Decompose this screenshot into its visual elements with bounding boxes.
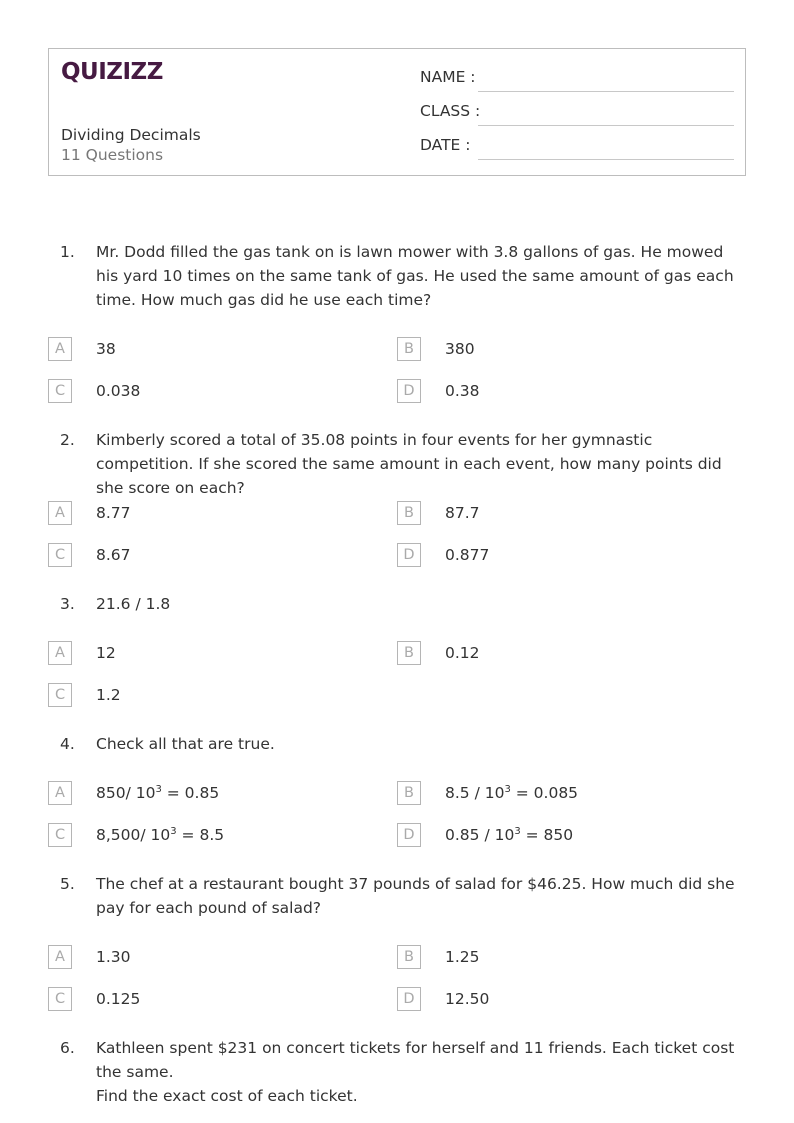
option-b-box[interactable]: B bbox=[397, 641, 421, 665]
option-b-text: 1.25 bbox=[445, 948, 480, 966]
class-label: CLASS : bbox=[420, 102, 481, 120]
option-c-exponent: 3 bbox=[170, 825, 177, 837]
date-field[interactable] bbox=[420, 136, 734, 160]
question-number: 1. bbox=[60, 243, 75, 261]
option-a-text: 8.77 bbox=[96, 504, 131, 522]
option-d-text bbox=[445, 823, 573, 847]
option-a-box[interactable]: A bbox=[48, 501, 72, 525]
question-text: Mr. Dodd filled the gas tank on is lawn mower with 3.8 gallons of gas. He mowed his yard 10 times on the same tank of gas. He used the same amount of gas each time. How much gas did he use each time? bbox=[96, 243, 734, 309]
option-a-base: 850/ 10 bbox=[96, 784, 156, 802]
option-b-text: 380 bbox=[445, 340, 475, 358]
question-count: 11 Questions bbox=[61, 146, 164, 164]
question-text: 21.6 / 1.8 bbox=[96, 595, 171, 613]
option-d-result: = 850 bbox=[520, 826, 574, 844]
option-a-text bbox=[96, 781, 219, 805]
option-c-result: = 8.5 bbox=[176, 826, 225, 844]
option-c-text: 8.67 bbox=[96, 546, 131, 564]
class-line[interactable] bbox=[478, 125, 734, 126]
option-c-text: 0.038 bbox=[96, 382, 141, 400]
worksheet-title: Dividing Decimals bbox=[61, 126, 201, 144]
question-number: 3. bbox=[60, 595, 75, 613]
option-a-box[interactable]: A bbox=[48, 781, 72, 805]
option-b-box[interactable]: B bbox=[397, 337, 421, 361]
option-b-box[interactable]: B bbox=[397, 945, 421, 969]
option-c-text: 1.2 bbox=[96, 686, 121, 704]
date-label: DATE : bbox=[420, 136, 471, 154]
question-number: 6. bbox=[60, 1039, 75, 1057]
quizizz-logo: QUIZIZZ bbox=[61, 59, 163, 85]
option-a-text: 12 bbox=[96, 644, 116, 662]
option-c-box[interactable]: C bbox=[48, 987, 72, 1011]
option-a-text: 1.30 bbox=[96, 948, 131, 966]
question-text bbox=[96, 1036, 748, 1108]
question-number: 4. bbox=[60, 735, 75, 753]
option-b-exponent: 3 bbox=[504, 783, 511, 795]
option-a-box[interactable]: A bbox=[48, 945, 72, 969]
option-b-text: 87.7 bbox=[445, 504, 480, 522]
option-a-box[interactable]: A bbox=[48, 337, 72, 361]
question-text-line: Kathleen spent $231 on concert tickets for herself and 11 friends. Each ticket cost the same. bbox=[96, 1039, 735, 1081]
question-text: The chef at a restaurant bought 37 pounds of salad for $46.25. How much did she pay for each pound of salad? bbox=[96, 875, 735, 917]
option-d-box[interactable]: D bbox=[397, 823, 421, 847]
name-field[interactable] bbox=[420, 68, 734, 92]
option-a-text: 38 bbox=[96, 340, 116, 358]
option-b-box[interactable]: B bbox=[397, 781, 421, 805]
option-d-base: 0.85 / 10 bbox=[445, 826, 515, 844]
question-number: 2. bbox=[60, 431, 75, 449]
option-c-box[interactable]: C bbox=[48, 683, 72, 707]
option-c-text bbox=[96, 823, 224, 847]
option-a-result: = 0.85 bbox=[161, 784, 220, 802]
class-field[interactable] bbox=[420, 102, 734, 126]
option-c-box[interactable]: C bbox=[48, 543, 72, 567]
option-c-box[interactable]: C bbox=[48, 823, 72, 847]
date-line[interactable] bbox=[478, 159, 734, 160]
name-label: NAME : bbox=[420, 68, 476, 86]
name-line[interactable] bbox=[478, 91, 734, 92]
option-d-exponent: 3 bbox=[514, 825, 521, 837]
option-a-box[interactable]: A bbox=[48, 641, 72, 665]
question-number: 5. bbox=[60, 875, 75, 893]
question-text: Check all that are true. bbox=[96, 735, 275, 753]
option-d-text: 0.877 bbox=[445, 546, 490, 564]
option-b-text: 0.12 bbox=[445, 644, 480, 662]
worksheet-header bbox=[48, 48, 746, 176]
option-c-base: 8,500/ 10 bbox=[96, 826, 171, 844]
option-b-box[interactable]: B bbox=[397, 501, 421, 525]
option-b-text bbox=[445, 781, 578, 805]
option-d-box[interactable]: D bbox=[397, 987, 421, 1011]
option-b-base: 8.5 / 10 bbox=[445, 784, 505, 802]
option-c-text: 0.125 bbox=[96, 990, 141, 1008]
option-d-text: 0.38 bbox=[445, 382, 480, 400]
question-text: Kimberly scored a total of 35.08 points in four events for her gymnastic competition. If she scored the same amount in each event, how many points did she score on each? bbox=[96, 431, 722, 497]
option-c-box[interactable]: C bbox=[48, 379, 72, 403]
option-b-result: = 0.085 bbox=[510, 784, 579, 802]
question-text-line: Find the exact cost of each ticket. bbox=[96, 1087, 358, 1105]
option-d-box[interactable]: D bbox=[397, 543, 421, 567]
option-a-exponent: 3 bbox=[155, 783, 162, 795]
option-d-text: 12.50 bbox=[445, 990, 490, 1008]
option-d-box[interactable]: D bbox=[397, 379, 421, 403]
